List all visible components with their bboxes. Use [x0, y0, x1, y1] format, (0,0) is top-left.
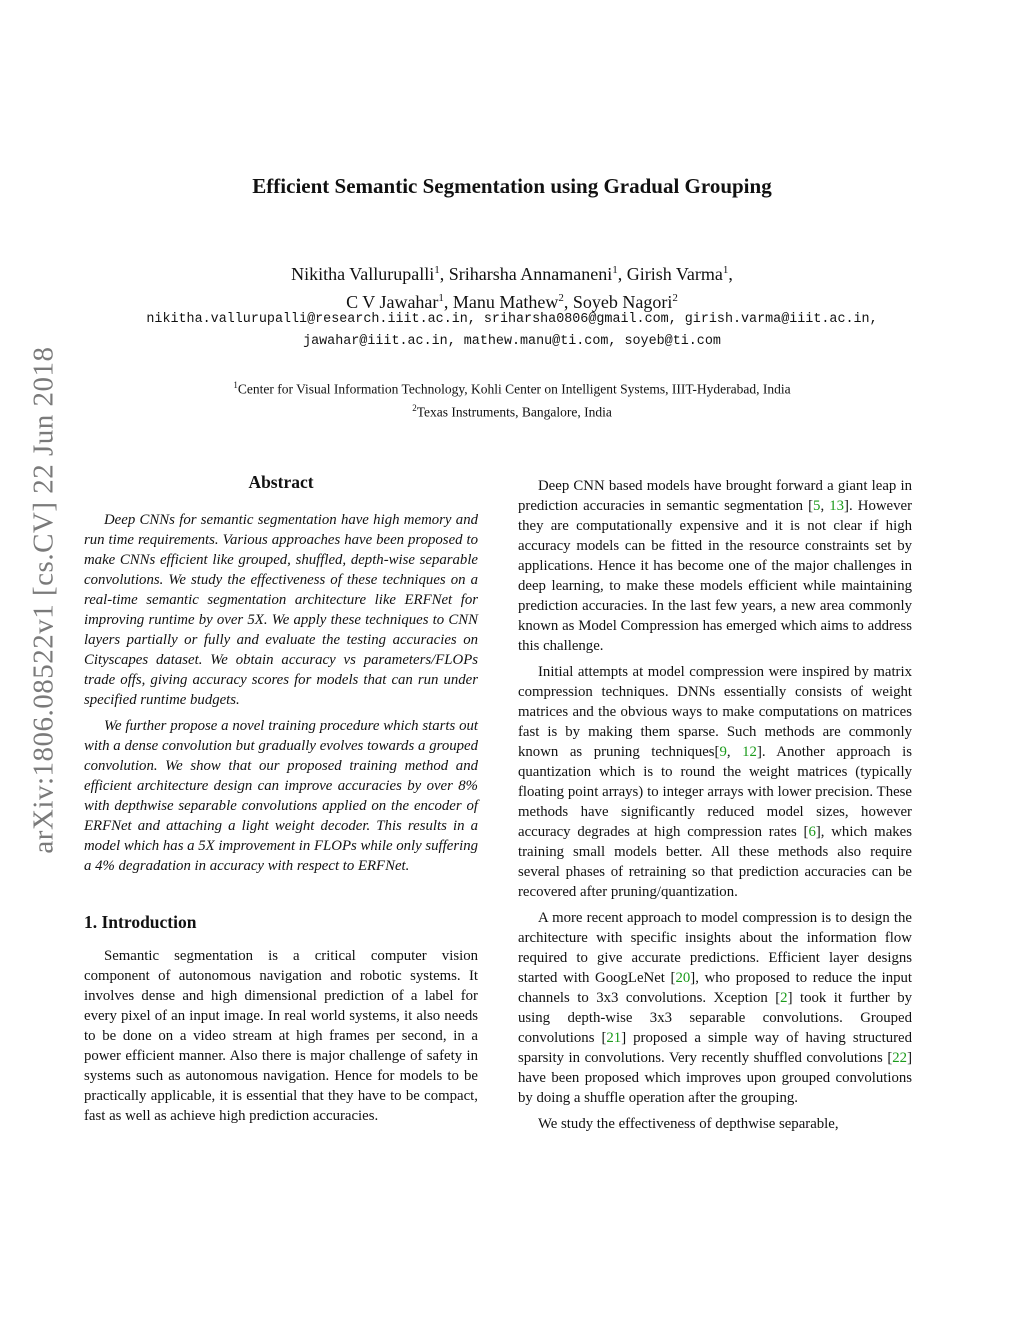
citation-link[interactable]: 6 — [808, 824, 816, 840]
author-affiliation-mark: 1 — [612, 264, 618, 276]
abstract-section — [84, 472, 478, 876]
citation-link[interactable]: 2 — [780, 990, 788, 1006]
affiliations — [0, 376, 1024, 421]
author-emails — [0, 309, 1024, 353]
author-affiliation-mark: 2 — [558, 292, 564, 304]
author-name: , Girish Varma — [617, 264, 723, 284]
right-column — [518, 476, 912, 1140]
abstract-heading: Abstract — [248, 472, 314, 492]
citation-link[interactable]: 13 — [829, 498, 845, 514]
body-paragraph: A more recent approach to model compression is to design the architecture with specific insights about the information flow required to give accurate predictions. Efficient layer designs started with GoogLeNet [20], who proposed to reduce the input channels to 3x3 convolutions. Xception [2] took it further by using depth-wise 3x3 separable convolutions. Grouped convolutions [21] proposed a simple way of having structured sparsity in convolutions. Very recently shuffled convolutions [22] have been proposed which improves upon grouped convolutions by doing a shuffle operation after the grouping. — [518, 910, 913, 1106]
author-affiliation-mark: 2 — [672, 292, 678, 304]
author-separator: , — [728, 264, 733, 284]
arxiv-identifier-text: arXiv:1806.08522v1 [cs.CV] 22 Jun 2018 — [27, 346, 60, 854]
body-paragraph: Semantic segmentation is a critical computer vision component of autonomous navigation and robotic systems. It involves dense and high dimensional prediction of a label for every pixel of an input image. In real world systems, it also needs to be done on a video stream at high frames per second, in a power efficient manner. Also there is major challenge of safety in systems such as autonomous navigation. Hence for models to be practically applicable, it is essential that they have to be compact, fast as well as achieve high prediction accuracies. — [84, 948, 478, 1124]
author-name: , Soyeb Nagori — [563, 292, 673, 312]
affiliation-1 — [0, 376, 1024, 399]
citation-link[interactable]: 12 — [742, 744, 757, 760]
body-paragraph: We study the effectiveness of depthwise separable, — [538, 1116, 839, 1132]
left-column — [84, 472, 478, 1132]
author-name: Nikitha Vallurupalli — [291, 264, 435, 284]
author-affiliation-mark: 1 — [438, 292, 444, 304]
author-affiliation-mark: 1 — [434, 264, 440, 276]
affiliation-text: Texas Instruments, Bangalore, India — [416, 404, 612, 419]
citation-link[interactable]: 21 — [606, 1030, 622, 1046]
author-name: , Sriharsha Annamaneni — [439, 264, 613, 284]
affiliation-mark: 2 — [412, 402, 417, 413]
author-name: , Manu Mathew — [443, 292, 559, 312]
arxiv-identifier — [14, 346, 74, 854]
citation-link[interactable]: 22 — [892, 1050, 908, 1066]
citation-link[interactable]: 9 — [719, 744, 727, 760]
author-line-1 — [0, 258, 1024, 286]
email-line-1: nikitha.vallurupalli@research.iiit.ac.in, sriharsha0806@gmail.com, girish.varma@iiit.ac.in, — [146, 312, 878, 327]
body-paragraph: Deep CNN based models have brought forward a giant leap in prediction accuracies in semantic segmentation [5, 13]. However they are computationally expensive and it is not clear if high accuracy models can be fitted in the resource constraints set by applications. Hence it has become one of the major challenges in deep learning, to make these models efficient while maintaining prediction accuracies. In the last few years, a new area commonly known as Model Compression has emerged which aims to address this challenge. — [518, 478, 913, 654]
citation-link[interactable]: 5 — [813, 498, 821, 514]
affiliation-2 — [0, 399, 1024, 422]
email-line-2: jawahar@iiit.ac.in, mathew.manu@ti.com, soyeb@ti.com — [303, 334, 721, 349]
paper-title: Efficient Semantic Segmentation using Gradual Grouping — [252, 174, 772, 198]
affiliation-mark: 1 — [233, 380, 238, 390]
author-name: C V Jawahar — [346, 292, 439, 312]
citation-link[interactable]: 20 — [675, 970, 691, 986]
abstract-paragraph: We further propose a novel training procedure which starts out with a dense convolution but gradually evolves towards a grouped convolution. We show that our proposed training method and efficient architecture design can improve accuracies by over 8% with depthwise separable convolutions applied on the encoder of ERFNet and attaching a light weight decoder. This results in a model which has a 5X improvement in FLOPs while only suffering a 4% degradation in accuracy with respect to ERFNet. — [84, 718, 478, 874]
affiliation-text: Center for Visual Information Technology, Kohli Center on Intelligent Systems, IIIT-Hyderabad, India — [237, 381, 791, 397]
author-affiliation-mark: 1 — [722, 264, 729, 276]
abstract-paragraph: Deep CNNs for semantic segmentation have high memory and run time requirements. Various approaches have been proposed to make CNNs efficient like grouped, shuffled, depth-wise separable convolutions. We study the effectiveness of these techniques on a real-time semantic segmentation architecture like ERFNet for improving runtime by over 5X. We apply these techniques to CNN layers partially or fully and evaluate the testing accuracies on Cityscapes dataset. We obtain accuracy vs parameters/FLOPs trade offs, giving accuracy scores for models that can run under specified runtime budgets. — [84, 512, 478, 708]
author-list — [0, 258, 1024, 314]
body-paragraph: Initial attempts at model compression were inspired by matrix compression techniques. DNNs essentially consists of weight matrices and the obvious ways to make computations on matrices fast is by making them sparse. Such methods are commonly known as pruning techniques[9, 12]. Another approach is quantization which is to round the weight matrices (typically floating point arrays) to integer arrays with lower precision. These methods have significantly reduced model sizes, however accuracy degrades at high compression rates [6], which makes training small models better. All these methods also require several phases of retraining so that prediction accuracies can be recovered after pruning/quantization. — [518, 664, 912, 900]
section-heading-introduction: 1. Introduction — [84, 912, 197, 932]
